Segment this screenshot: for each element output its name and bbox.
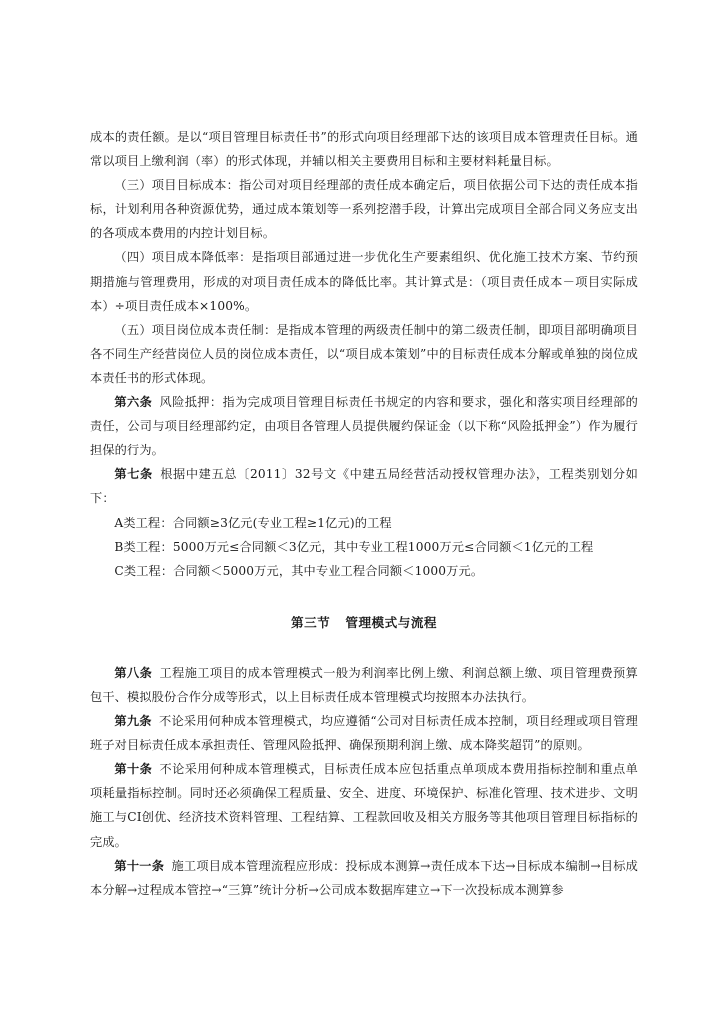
article-label: 第十一条 [114, 858, 165, 873]
article-text: 施工项目成本管理流程应形成：投标成本测算→责任成本下达→目标成本编制→目标成本分解→过程成本管控→“三算”统计分析→公司成本数据库建立→下一次投标成本测算参 [90, 858, 638, 897]
category-b: B类工程：5000万元≤合同额＜3亿元，其中专业工程1000万元≤合同额＜1亿元的工程 [114, 539, 594, 554]
article-label: 第六条 [114, 395, 153, 410]
paragraph-continuation: 成本的责任额。是以“项目管理目标责任书”的形式向项目经理部下达的该项目成本管理责任目标。通常以项目上缴利润（率）的形式体现，并辅以相关主要费用目标和主要材料耗量目标。 [90, 130, 638, 169]
article-label: 第十条 [114, 762, 153, 777]
article-text: 根据中建五总〔2011〕32号文《中建五局经营活动授权管理办法》，工程类别划分如下： [90, 467, 638, 506]
article-10 [90, 757, 638, 853]
article-7 [90, 462, 638, 510]
category-a: A类工程：合同额≥3亿元(专业工程≥1亿元)的工程 [114, 515, 392, 530]
article-text: 风险抵押：指为完成项目管理目标责任书规定的内容和要求，强化和落实项目经理部的责任，公司与项目经理部约定，由项目各管理人员提供履约保证金（以下称“风险抵押金”）作为履行担保的行为。 [90, 395, 638, 458]
article-text: 工程施工项目的成本管理模式一般为利润率比例上缴、利润总额上缴、项目管理费预算包干、模拟股份合作分成等形式，以上目标责任成本管理模式均按照本办法执行。 [90, 665, 638, 704]
paragraph-post-responsibility: （五）项目岗位成本责任制：是指成本管理的两级责任制中的第二级责任制，即项目部明确项目各不同生产经营岗位人员的岗位成本责任，以“项目成本策划”中的目标责任成本分解或单独的岗位成本责任书的形式体现。 [90, 322, 638, 385]
article-text: 不论采用何种成本管理模式，均应遵循“公司对目标责任成本控制，项目经理或项目管理班子对目标责任成本承担责任、管理风险抵押、确保预期利润上缴、成本降奖超罚”的原则。 [90, 714, 638, 753]
article-label: 第七条 [114, 467, 153, 482]
article-11 [90, 854, 638, 902]
article-label: 第八条 [114, 665, 153, 680]
section-title: 管理模式与流程 [345, 614, 438, 630]
paragraph-target-cost: （三）项目目标成本：指公司对项目经理部的责任成本确定后，项目依据公司下达的责任成本指标，计划利用各种资源优势，通过成本策划等一系列挖潜手段，计算出完成项目全部合同义务应支出的各项成本费用的内控计划目标。 [90, 178, 638, 241]
category-c: C类工程：合同额＜5000万元，其中专业工程合同额＜1000万元。 [114, 563, 484, 578]
body-text [90, 125, 638, 902]
article-9 [90, 709, 638, 757]
article-8 [90, 661, 638, 709]
paragraph-cost-reduction-rate: （四）项目成本降低率：是指项目部通过进一步优化生产要素组织、优化施工技术方案、节约预期措施与管理费用，形成的对项目责任成本的降低比率。其计算式是：（项目责任成本－项目实际成本）÷项目责任成本×100%。 [90, 250, 638, 313]
section-number: 第三节 [290, 614, 331, 630]
article-label: 第九条 [114, 714, 152, 729]
section-heading [90, 611, 638, 635]
article-text: 不论采用何种成本管理模式，目标责任成本应包括重点单项成本费用指标控制和重点单项耗量指标控制。同时还必须确保工程质量、安全、进度、环境保护、标准化管理、技术进步、文明施工与CI创优、经济技术资料管理、工程结算、工程款回收及相关方服务等其他项目管理目标指标的完成。 [90, 762, 638, 849]
article-6 [90, 390, 638, 462]
